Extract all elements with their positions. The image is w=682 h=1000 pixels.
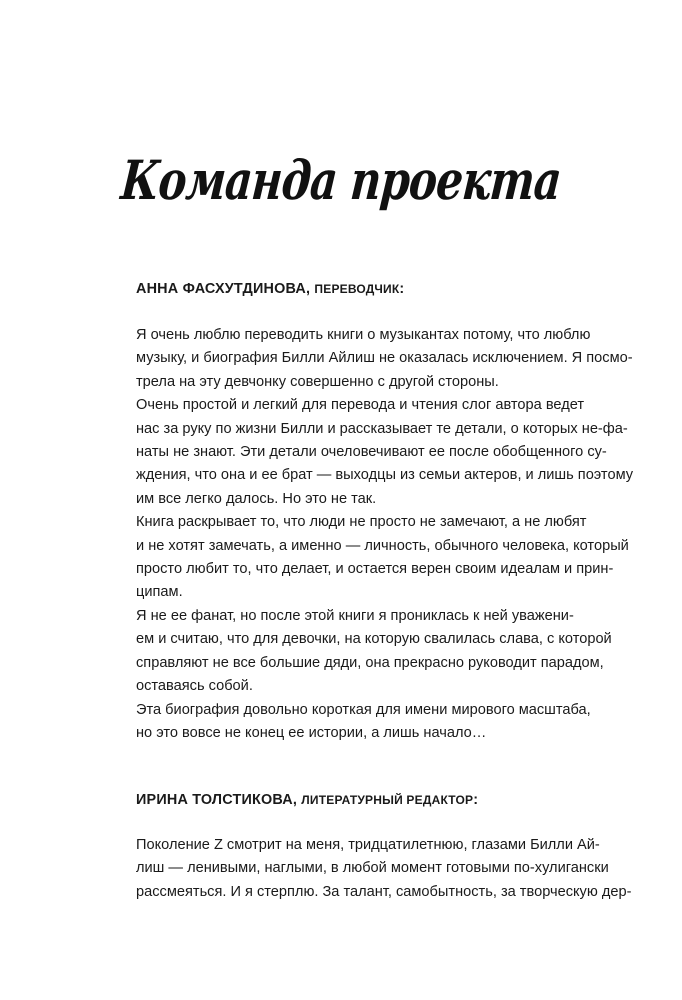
text-line: ждения, что она и ее брат — выходцы из семьи актеров, и лишь поэтому — [136, 467, 634, 484]
text-line: и не хотят замечать, а именно — личность, обычного человека, который — [136, 537, 629, 554]
text-line: ем и считаю, что для девочки, на которую свалилась слава, с которой — [136, 631, 612, 648]
paragraph — [116, 394, 634, 511]
text-line: Очень простой и легкий для перевода и чтения слог автора ведет — [136, 397, 585, 414]
text-line: Книга раскрывает то, что люди не просто не замечают, а не любят — [136, 514, 587, 531]
paragraph — [116, 834, 632, 904]
text-line: трела на эту девчонку совершенно с другой стороны. — [136, 373, 499, 390]
translator-role: ПЕРЕВОДЧИК — [314, 282, 400, 296]
page-title: Команда проекта — [118, 148, 564, 212]
text-line: Я очень люблю переводить книги о музыкантах потому, что люблю — [136, 327, 591, 343]
editor-text — [116, 834, 632, 904]
text-line: но это вовсе не конец ее истории, а лишь начало… — [136, 724, 487, 741]
editor-name: ИРИНА ТОЛСТИКОВА — [136, 792, 293, 808]
text-line: нас за руку по жизни Билли и рассказывает те детали, о которых не-фа- — [136, 420, 628, 437]
text-line: им все легко далось. Но это не так. — [136, 490, 377, 507]
text-line: лиш — ленивыми, наглыми, в любой момент готовыми по-хулигански — [136, 860, 609, 877]
text-line: наты не знают. Эти детали очеловечивают ее после обобщенного су- — [136, 444, 607, 461]
text-line: Поколение Z смотрит на меня, тридцатилетнюю, глазами Билли Ай- — [136, 837, 600, 853]
text-line: справляют не все большие дяди, она прекрасно руководит парадом, — [136, 654, 604, 671]
text-line: оставаясь собой. — [136, 678, 253, 695]
text-line: ципам. — [136, 584, 183, 601]
paragraph — [116, 511, 629, 605]
editor-role: ЛИТЕРАТУРНЫЙ РЕДАКТОР — [301, 793, 474, 807]
translator-text — [116, 324, 634, 745]
paragraph — [116, 324, 633, 394]
text-line: рассмеяться. И я стерплю. За талант, самобытность, за творческую дер- — [136, 883, 632, 900]
editor-heading: ИРИНА ТОЛСТИКОВА, ЛИТЕРАТУРНЫЙ РЕДАКТОР: — [136, 792, 479, 808]
paragraph — [116, 605, 612, 699]
text-line: музыку, и биография Билли Айлиш не оказалась исключением. Я посмо- — [136, 350, 633, 367]
paragraph — [116, 699, 591, 746]
translator-name: АННА ФАСХУТДИНОВА — [136, 281, 307, 297]
text-line: Я не ее фанат, но после этой книги я прониклась к ней уважени- — [136, 607, 574, 624]
text-line: просто любит то, что делает, и остается верен своим идеалам и прин- — [136, 561, 614, 578]
text-line: Эта биография довольно короткая для имени мирового масштаба, — [136, 701, 591, 718]
translator-heading: АННА ФАСХУТДИНОВА, ПЕРЕВОДЧИК: — [136, 281, 405, 297]
